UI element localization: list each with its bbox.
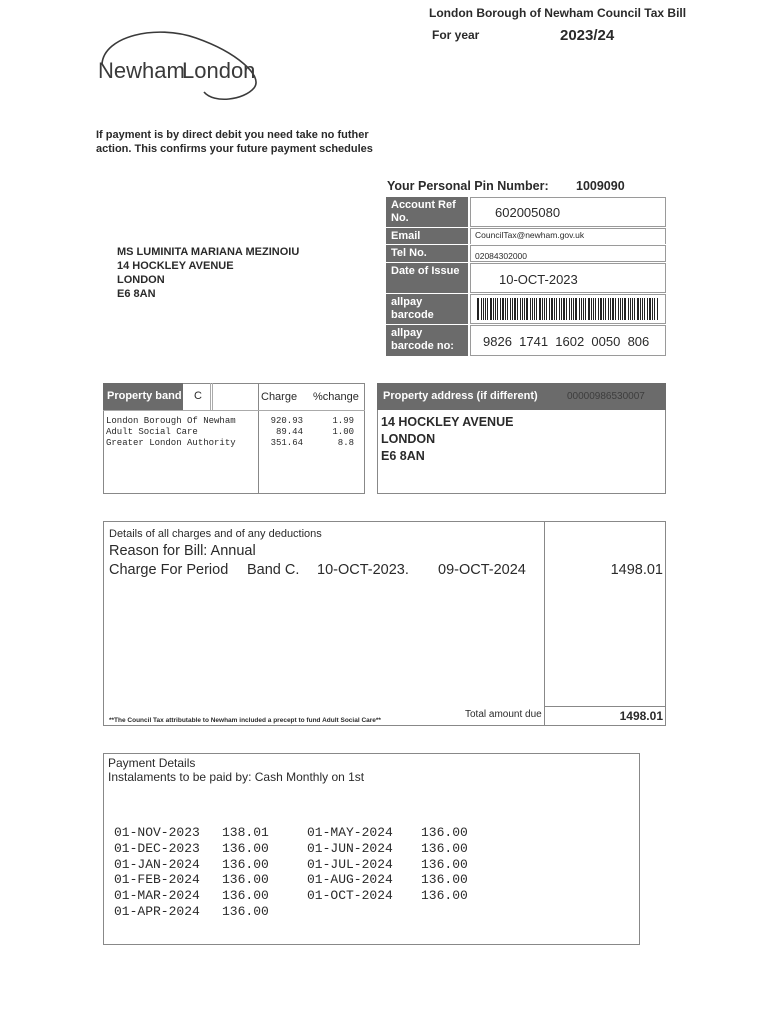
instalment-date: 01-JAN-2024 bbox=[114, 856, 200, 872]
tel-row bbox=[386, 245, 666, 262]
instalment-date: 01-APR-2024 bbox=[114, 903, 200, 919]
recipient-line2: LONDON bbox=[117, 274, 165, 286]
levy-name: London Borough Of Newham bbox=[106, 416, 236, 426]
instalment-date: 01-JUN-2024 bbox=[307, 840, 393, 856]
property-address-line1: 14 HOCKLEY AVENUE bbox=[381, 415, 514, 429]
pin-label: Your Personal Pin Number: bbox=[387, 179, 549, 193]
logo-text-newham: Newham bbox=[98, 58, 185, 83]
instalment-amount: 136.00 bbox=[421, 840, 468, 856]
property-address-postcode: E6 8AN bbox=[381, 449, 425, 463]
levy-row bbox=[106, 416, 361, 427]
instalment-date: 01-AUG-2024 bbox=[307, 872, 393, 888]
total-divider bbox=[544, 706, 666, 707]
instalment-amount: 136.00 bbox=[222, 840, 269, 856]
instalment-amount: 136.00 bbox=[421, 856, 468, 872]
property-address bbox=[381, 414, 513, 465]
allpay-barcode-label: allpay barcode bbox=[386, 294, 468, 324]
levy-name: Greater London Authority bbox=[106, 438, 236, 448]
pct-change-column-header: %change bbox=[313, 391, 359, 403]
instalment-amount: 136.00 bbox=[421, 872, 468, 888]
for-year-label: For year bbox=[432, 28, 480, 42]
instalment-date: 01-JUL-2024 bbox=[307, 856, 393, 872]
charge-column-header: Charge bbox=[261, 391, 298, 403]
levy-pct-change: 1.00 bbox=[332, 427, 354, 437]
instalment-amount: 138.01 bbox=[222, 825, 269, 840]
instalment-date: 01-NOV-2023 bbox=[114, 825, 200, 840]
charge-period-end: 09-OCT-2024 bbox=[438, 562, 526, 578]
bill-title: London Borough of Newham Council Tax Bill bbox=[429, 6, 687, 20]
band-divider bbox=[212, 383, 213, 410]
levy-pct-change: 8.8 bbox=[337, 438, 354, 448]
tel-label: Tel No. bbox=[386, 245, 468, 262]
property-address-line2: LONDON bbox=[381, 432, 436, 446]
instalment-amount: 136.00 bbox=[222, 872, 269, 888]
instalment-date: 01-MAR-2024 bbox=[114, 888, 200, 904]
charge-period-start: 10-OCT-2023. bbox=[317, 562, 409, 578]
barcode-icon bbox=[477, 298, 661, 320]
recipient-postcode: E6 8AN bbox=[117, 288, 156, 300]
charge-band: Band C. bbox=[247, 562, 300, 578]
charges-column-divider bbox=[544, 521, 545, 726]
account-ref-label: Account Ref No. bbox=[386, 197, 468, 227]
instalment-amount: 136.00 bbox=[222, 888, 269, 904]
adult-social-care-footnote: **The Council Tax attributable to Newham included a precept to fund Adult Social Care** bbox=[109, 717, 381, 724]
date-of-issue-label: Date of Issue bbox=[386, 263, 468, 293]
levy-row bbox=[106, 427, 361, 438]
reason-for-bill: Reason for Bill: Annual bbox=[109, 543, 256, 559]
levy-name: Adult Social Care bbox=[106, 427, 198, 437]
account-ref-value: 602005080 bbox=[495, 205, 561, 220]
allpay-barcode-row bbox=[386, 294, 666, 324]
levy-pct-change: 1.99 bbox=[332, 416, 354, 426]
instalment-date: 01-FEB-2024 bbox=[114, 872, 200, 888]
tax-year: 2023/24 bbox=[560, 27, 615, 44]
property-address-title: Property address (if different) bbox=[383, 390, 538, 402]
email-label: Email bbox=[386, 228, 468, 244]
levy-charge: 920.93 bbox=[270, 416, 303, 426]
date-of-issue-row bbox=[386, 263, 666, 293]
instalment-date: 01-OCT-2024 bbox=[307, 888, 393, 904]
instalment-amount: 136.00 bbox=[421, 888, 468, 904]
levy-charge: 89.44 bbox=[275, 427, 303, 437]
email-value: CouncilTax@newham.gov.uk bbox=[475, 230, 585, 240]
property-band-value: C bbox=[186, 383, 211, 410]
direct-debit-note: If payment is by direct debit you need take no futher action. This confirms your future payment schedules bbox=[96, 129, 373, 155]
instalment-amount: 136.00 bbox=[421, 825, 468, 840]
levy-row bbox=[106, 438, 361, 449]
instalment-amount: 136.00 bbox=[222, 903, 269, 919]
newham-london-logo bbox=[96, 26, 272, 106]
logo-text-london: London bbox=[182, 58, 256, 83]
band-header-divider bbox=[103, 410, 365, 411]
property-band-label: Property band bbox=[103, 383, 183, 410]
instalment-date: 01-DEC-2023 bbox=[114, 840, 200, 856]
logo-swoosh-icon bbox=[96, 26, 272, 106]
email-row bbox=[386, 228, 666, 244]
tel-value: 02084302000 bbox=[475, 251, 528, 261]
instalment-method: Instalaments to be paid by: Cash Monthly on 1st bbox=[108, 770, 365, 784]
total-amount-value: 1498.01 bbox=[619, 709, 663, 723]
allpay-barcode-no-row bbox=[386, 325, 666, 356]
payment-details-title: Payment Details bbox=[108, 756, 196, 770]
recipient-line1: 14 HOCKLEY AVENUE bbox=[117, 260, 234, 272]
instalment-amount: 136.00 bbox=[222, 856, 269, 872]
charge-amount: 1498.01 bbox=[610, 562, 663, 578]
levy-charge: 351.64 bbox=[270, 438, 303, 448]
allpay-barcode-no-label: allpay barcode no: bbox=[386, 325, 468, 356]
pin-value: 1009090 bbox=[576, 179, 625, 193]
recipient-name: MS LUMINITA MARIANA MEZINOIU bbox=[117, 246, 300, 258]
charges-title: Details of all charges and of any deductions bbox=[109, 528, 322, 540]
date-of-issue-value: 10-OCT-2023 bbox=[499, 272, 578, 287]
account-ref-row bbox=[386, 197, 666, 227]
recipient-address bbox=[117, 245, 299, 301]
total-amount-label: Total amount due bbox=[465, 709, 542, 720]
allpay-barcode-no-value: 9826 1741 1602 0050 806 bbox=[483, 334, 650, 349]
instalment-date: 01-MAY-2024 bbox=[307, 825, 393, 840]
property-reference-code: 00000986530007 bbox=[567, 391, 645, 402]
charge-description: Charge For Period bbox=[109, 562, 229, 578]
